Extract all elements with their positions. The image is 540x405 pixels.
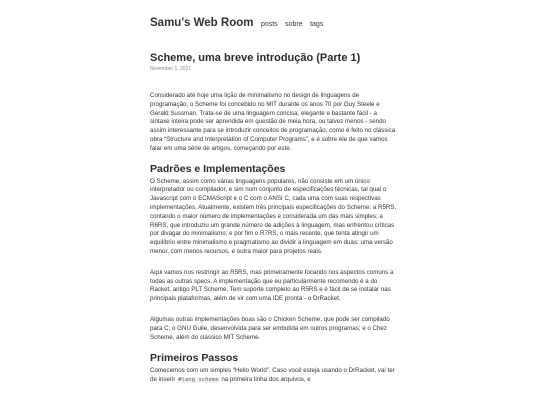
content-column (150, 0, 398, 385)
section-paragraph (150, 367, 398, 385)
nav-link-tags[interactable]: tags (310, 21, 324, 28)
paragraph-text: Comecemos com um simples “Hello World”. Caso você esteja usando o DrRacket, vai ter de inserir (150, 367, 395, 384)
section-heading-padroes: Padrões e Implementações (150, 162, 286, 175)
intro-paragraph: Considerado até hoje uma lição de minimalismo no design de linguagens de programação, o Scheme foi concebido no MIT durante os anos 70 por Guy Steele e Gerald Sussman. Trata-se de uma linguagem concisa, elegante e bastante fácil - a sintaxe inteira pode ser aprendida em questão de meia hora, ou talvez menos - sendo assim interessante para se introduzir conceitos de programação, como é feito no clássica obra “Structure and Interpretation of Computer Programs”, e é sobre ele de que vamos falar em uma série de artigos, começando por este. (150, 92, 396, 152)
section-paragraph: Aqui vamos nos restringir ao R5RS, mas primeiramente focando nos aspectos comuns a todas as outras specs. A implementação que eu particularmente recomendo é a do Racket, antigo PLT Scheme. Tem suporte completo ao R5RS e é fácil de se instalar nas principais plataformas, além de vir com uma IDE pronta - o DrRacket. (150, 268, 394, 303)
section-paragraph: Algumas outras implementações boas são o Chicken Scheme, que pode ser compilado para C; o GNU Guile, desenvolvida para ser embutida em outros programas; e o Chez Scheme, além do clássico MIT Scheme. (150, 315, 390, 341)
site-title-link[interactable]: Samu's Web Room (150, 17, 254, 29)
post-date: November 1, 2021 (150, 66, 192, 72)
nav-link-posts[interactable]: posts (260, 21, 278, 28)
site-header (150, 13, 398, 33)
blog-post (150, 52, 398, 385)
section-paragraph: O Scheme, assim como várias linguagens populares, não consiste em um único interpretador ou compilador, e sim num conjunto de especificações técnicas, tal qual o Javascript com o ECMAScript e o C com o ANSI C, cada uma com suas respectivas implementações. Atualmente, existem três principais especificações do Scheme: a R5RS, contando o maior número de implementações e considerada um das mais simples; a R6RS, que introduziu um grande número de adições à linguagem, mas enfrentou críticas por divagar do minimalismo; e por fim o R7RS, o mais recente, que tenta atingir um equilíbrio entre minimalismo e pragmatismo ao dividir a linguagem em duas: uma versão menor, com menos recursos, e outra maior para projetos reais. (150, 177, 397, 255)
nav-link-sobre[interactable]: sobre (285, 21, 303, 28)
inline-code: #lang scheme (178, 377, 219, 384)
section-heading-primeiros-passos: Primeiros Passos (150, 352, 239, 365)
paragraph-text: na primeira linha dos arquivos, e (219, 376, 311, 384)
post-title: Scheme, uma breve introdução (Parte 1) (150, 52, 361, 64)
